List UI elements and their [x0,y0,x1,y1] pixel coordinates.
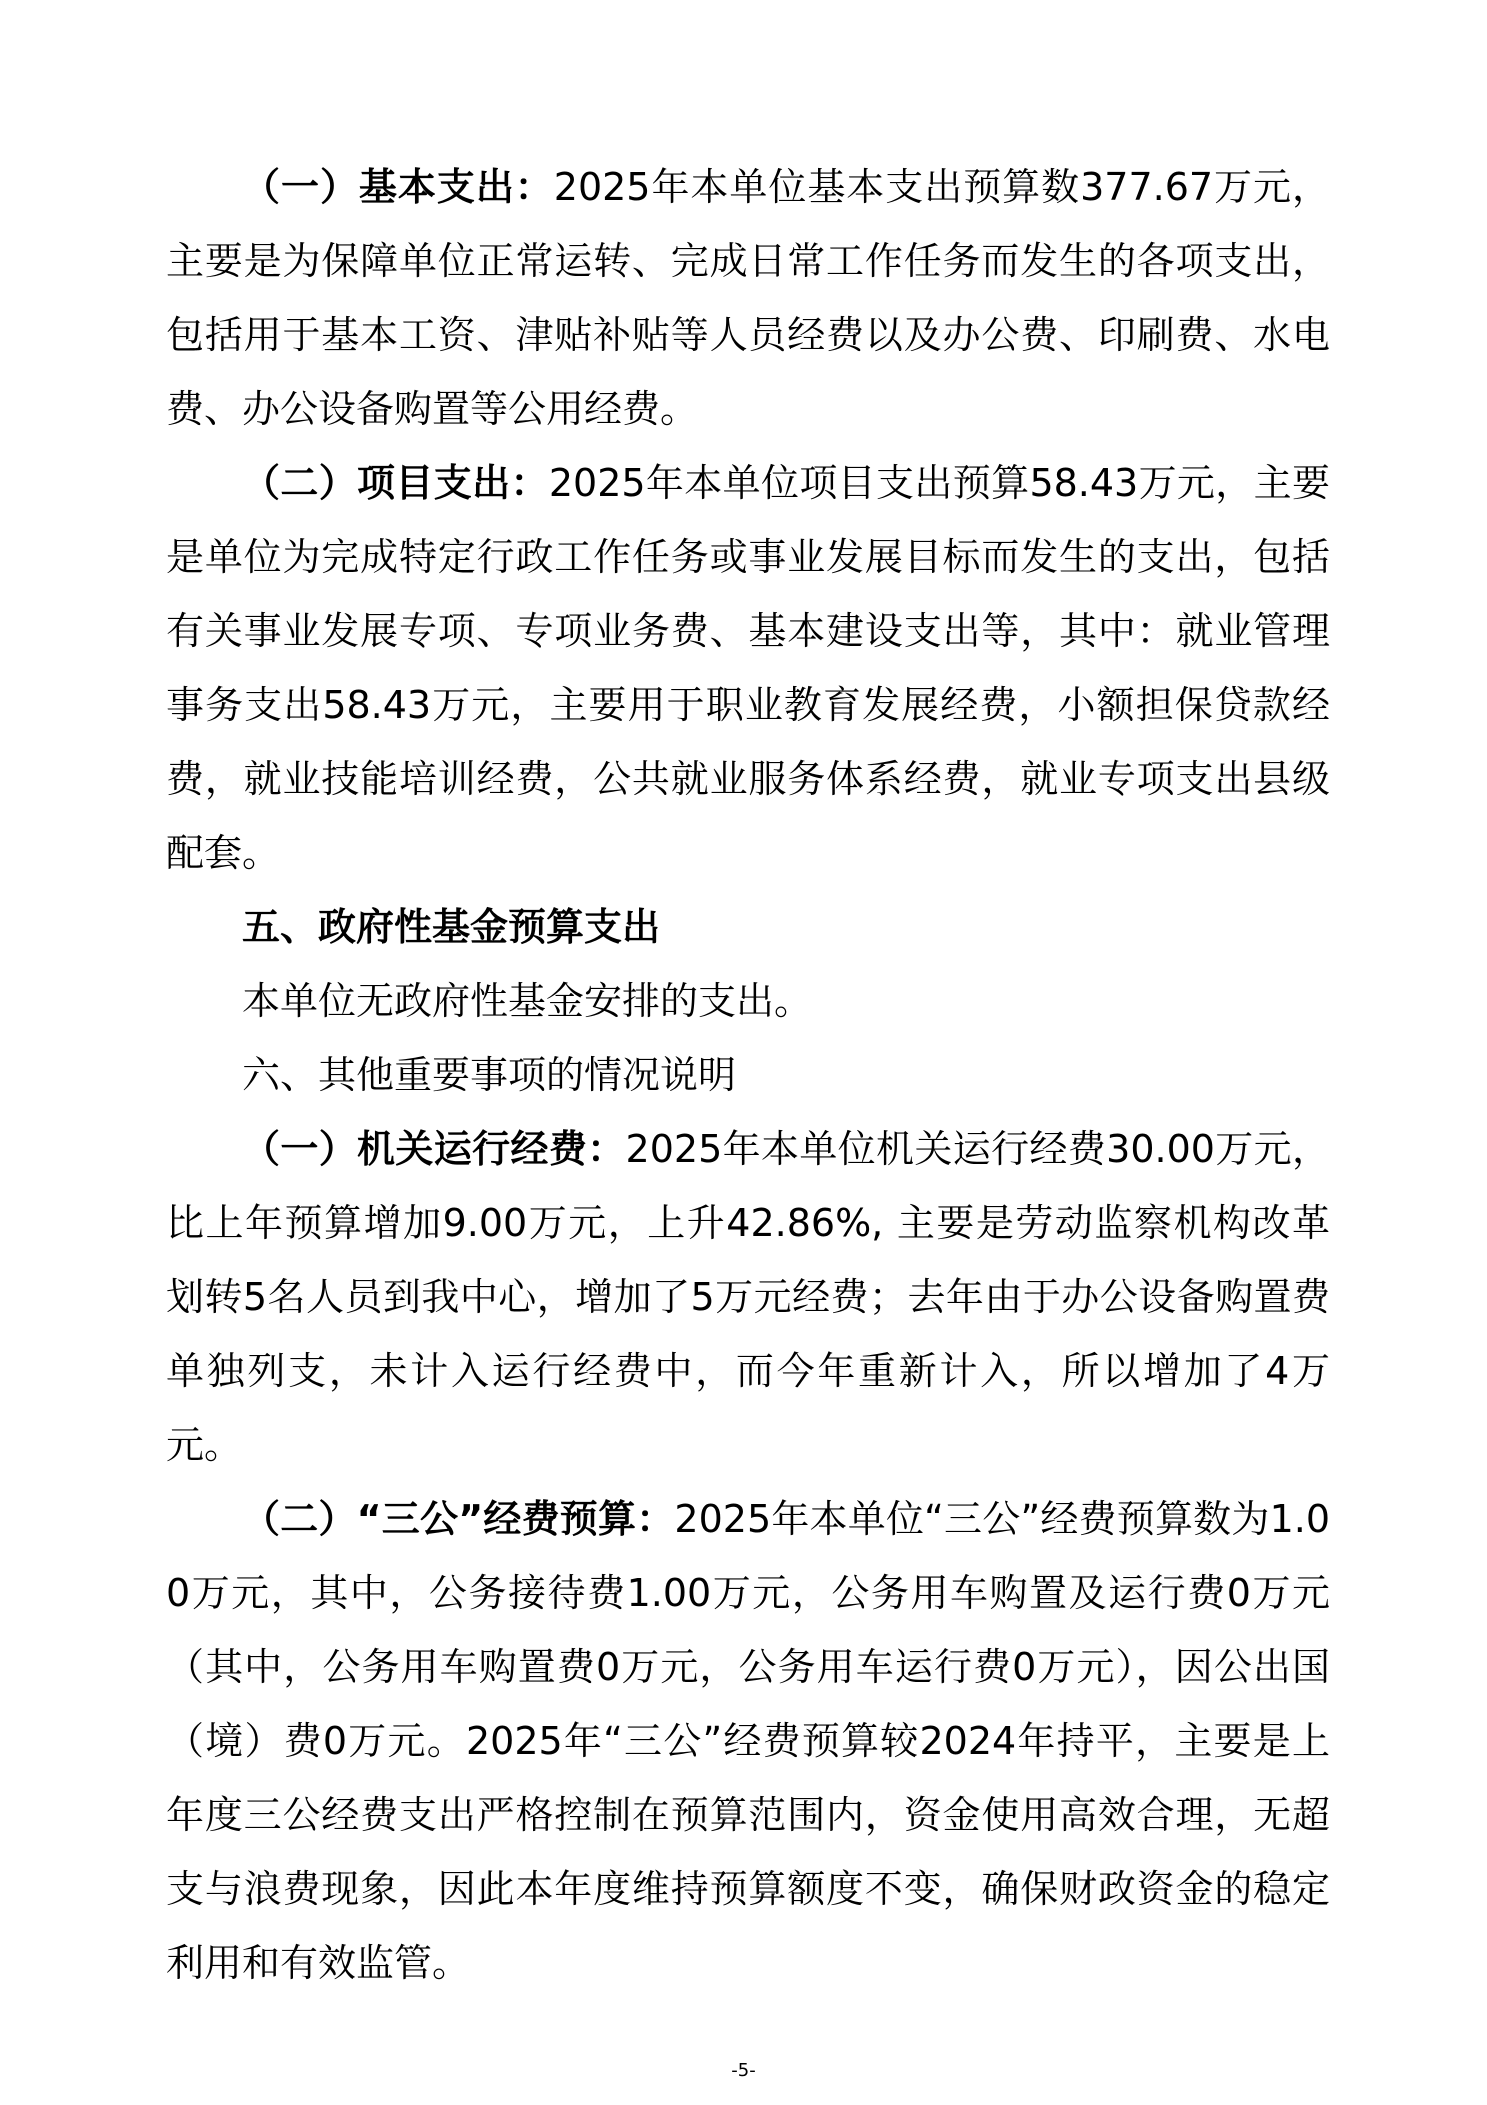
section-heading-other-matters: 六、其他重要事项的情况说明 [242,1053,737,1097]
paragraph-lead: （一）机关运行经费： [242,1127,626,1171]
paragraph-lead: （一）基本支出： [242,165,554,209]
document-body [166,150,1330,2000]
paragraph-text: 2025年本单位基本支出预算数377.67万元，主要是为保障单位正常运转、完成日常工作任务而发生的各项支出，包括用于基本工资、津贴补贴等人员经费以及办公费、印刷费、水电费、办公设备购置等公用经费。 [166,165,1330,431]
paragraph-no-government-fund: 本单位无政府性基金安排的支出。 [242,979,813,1023]
paragraph-lead: （二）“三公”经费预算： [242,1497,675,1541]
paragraph-text: 2025年本单位“三公”经费预算数为1.00万元，其中，公务接待费1.00万元，公务用车购置及运行费0万元（其中，公务用车购置费0万元，公务用车运行费0万元），因公出国（境）费0万元。2025年“三公”经费预算较2024年持平，主要是上年度三公经费支出严格控制在预算范围内，资金使用高效合理，无超支与浪费现象，因此本年度维持预算额度不变，确保财政资金的稳定利用和有效监管。 [166,1497,1331,1985]
page-number: -5- [731,2060,756,2081]
paragraph-lead: （二）项目支出： [242,461,549,505]
paragraph-operating-costs [166,1112,1330,1482]
paragraph-basic-expenditure [166,150,1330,446]
section-heading-government-fund: 五、政府性基金预算支出 [242,905,661,949]
paragraph-text: 2025年本单位机关运行经费30.00万元，比上年预算增加9.00万元，上升42.86%, 主要是劳动监察机构改革划转5名人员到我中心，增加了5万元经费；去年由于办公设备购置费单独列支，未计入运行经费中，而今年重新计入，所以增加了4万元。 [166,1127,1330,1467]
paragraph-text: 2025年本单位项目支出预算58.43万元，主要是单位为完成特定行政工作任务或事业发展目标而发生的支出，包括有关事业发展专项、专项业务费、基本建设支出等，其中：就业管理事务支出58.43万元，主要用于职业教育发展经费，小额担保贷款经费，就业技能培训经费，公共就业服务体系经费，就业专项支出县级配套。 [166,461,1330,875]
paragraph-three-public-expenses [166,1482,1330,2000]
paragraph-project-expenditure [166,446,1330,890]
